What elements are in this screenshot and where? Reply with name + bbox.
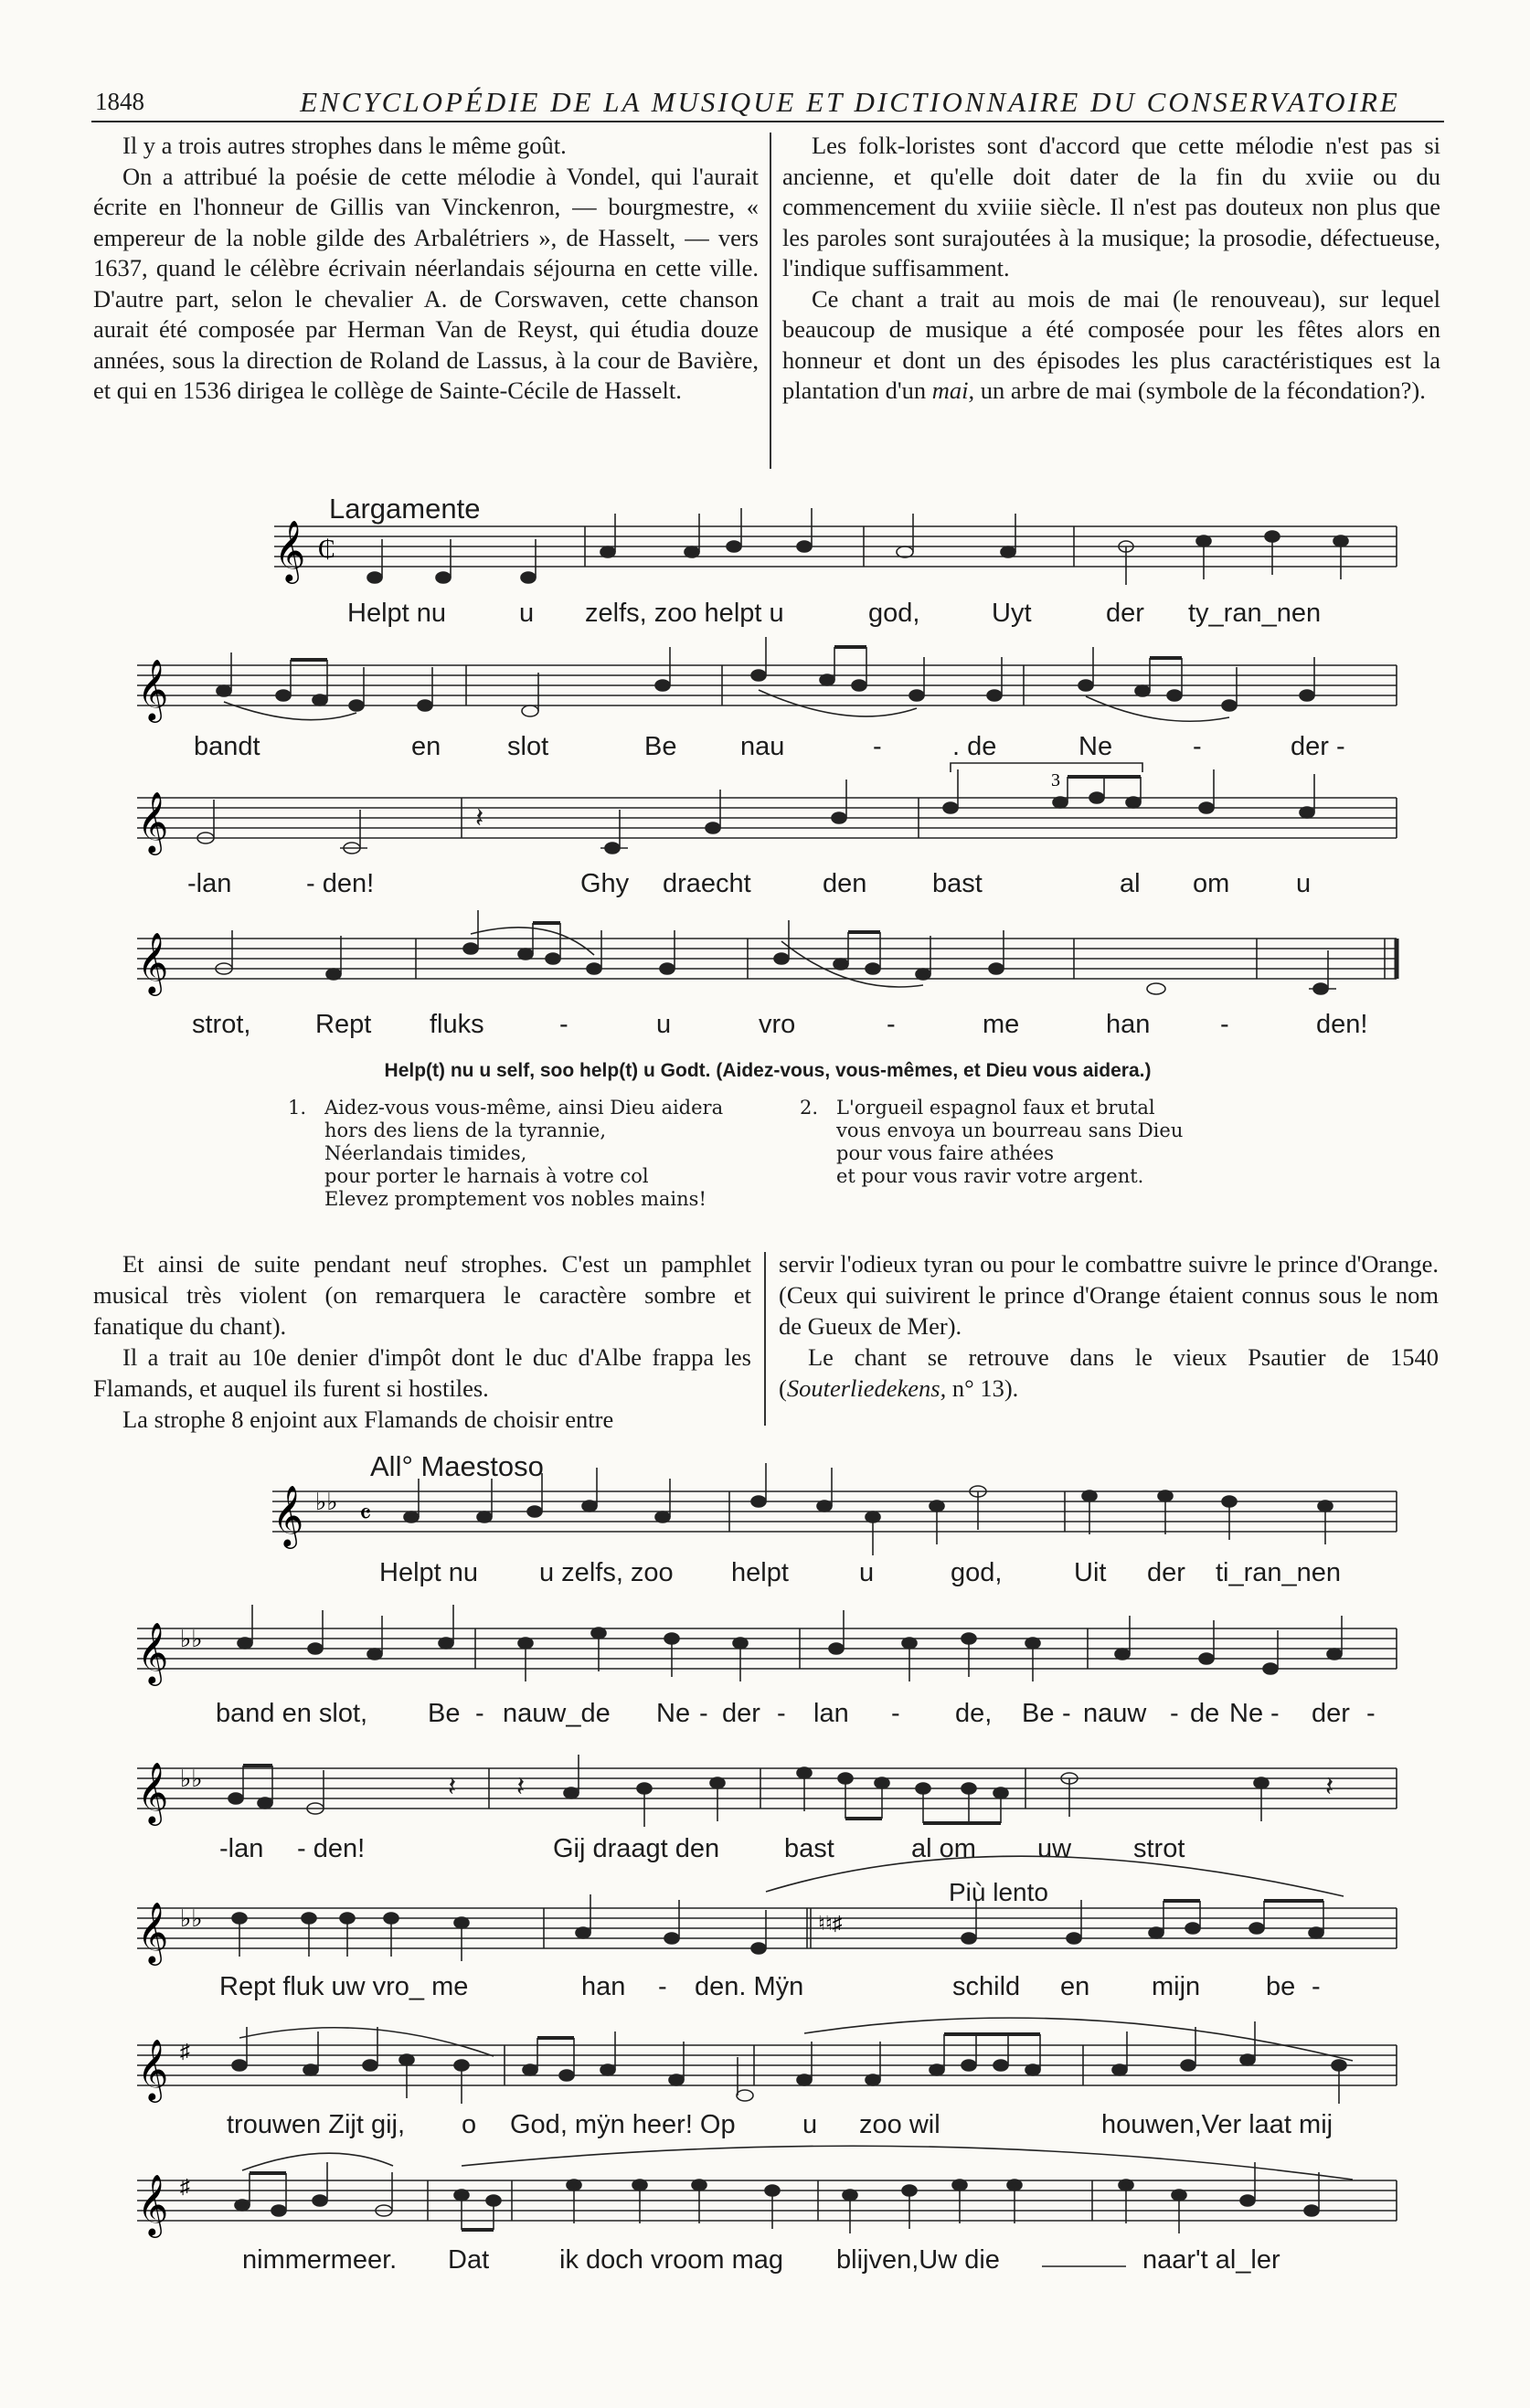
lyric: ti_ran_nen: [1216, 1558, 1342, 1587]
lyric: Be: [644, 732, 677, 761]
staff: [137, 1908, 1397, 1948]
lyric: nau: [740, 732, 785, 761]
page-header: [91, 84, 1444, 122]
column-divider: [764, 1252, 766, 1426]
lyric: ty_ran_nen: [1188, 599, 1322, 628]
lyric: Ne: [1078, 732, 1113, 761]
lyric: -: [891, 1699, 900, 1728]
notes: [197, 769, 1314, 854]
lyric: vro: [759, 1010, 796, 1039]
lyric: strot: [1133, 1834, 1185, 1863]
lyric: -: [559, 1010, 568, 1039]
lyric: Ne: [656, 1699, 691, 1728]
lyrics-line: [187, 869, 1311, 898]
notes: [228, 1755, 1333, 1827]
treble-clef-icon: 𝄞: [137, 1901, 169, 1963]
verse-line: pour porter le harnais à votre col: [324, 1165, 649, 1187]
verse-line: pour vous faire athées: [836, 1142, 1055, 1164]
verse-line: Elevez promptement vos nobles mains!: [324, 1188, 707, 1210]
treble-clef-icon: 𝄞: [137, 658, 169, 720]
lyric: nauw_de: [503, 1699, 611, 1728]
lyric: en: [411, 732, 441, 761]
lyric: -: [475, 1699, 484, 1728]
lyric: -: [1270, 1699, 1280, 1728]
lyric: u zelfs, zoo: [539, 1558, 674, 1587]
lyric: u: [1296, 869, 1312, 898]
top-right-column: [782, 131, 1440, 407]
notes: [238, 1605, 1342, 1681]
lyric: slot: [507, 732, 549, 761]
lyric: al om: [911, 1834, 976, 1863]
lyric: Be: [428, 1699, 461, 1728]
paragraph: servir l'odieux tyran ou pour le combattre suivre le prince d'Orange. (Ceux qui suivirent le prince d'Orange étaient connus sous le nom de Gueux de Mer).: [779, 1250, 1439, 1340]
treble-clef-icon: 𝄞: [137, 931, 169, 993]
text-run: Ce chant a trait au mois de mai (le renouveau), sur lequel beaucoup de musique a été composée pour les fêtes alors en honneur et dont un des épisodes les plus caractéristiques est la plantation d'un: [782, 284, 1440, 404]
paragraph: Il a trait au 10e denier d'impôt dont le duc d'Albe frappa les Flamands, et auquel ils furent si hostiles.: [93, 1343, 751, 1402]
running-title: ENCYCLOPÉDIE DE LA MUSIQUE ET DICTIONNAIRE DU CONSERVATOIRE: [300, 86, 1400, 118]
lyric: Rept fluk uw vro_ me: [219, 1972, 469, 2001]
lyric: der: [1147, 1558, 1185, 1587]
text-run: Le chant se retrouve dans le vieux Psautier de 1540 (: [779, 1343, 1439, 1402]
lyric: Uyt: [992, 599, 1032, 628]
lyric: zoo wil: [859, 2110, 940, 2139]
lyric: der: [722, 1699, 760, 1728]
triplet-bracket: [951, 763, 1142, 772]
lyric: Rept: [315, 1010, 372, 1039]
flat-icon: ♭♭: [180, 1905, 203, 1932]
paragraph: Et ainsi de suite pendant neuf strophes. C'est un pamphlet musical très violent (on remarquera le caractère sombre et fanatique du chant).: [93, 1250, 751, 1340]
lyric: den: [823, 869, 867, 898]
tempo-marking: All° Maestoso: [370, 1450, 544, 1482]
lyric: o: [462, 2110, 477, 2139]
lyric: den. Mÿn: [695, 1972, 804, 2001]
lyric: naar't al_ler: [1142, 2245, 1280, 2275]
staff: [137, 2045, 1397, 2085]
lyric: fluks: [430, 1010, 484, 1039]
lyric: nauw: [1083, 1699, 1147, 1728]
rest-icon: 𝄽: [1325, 1772, 1334, 1802]
mid-right-column: [779, 1248, 1439, 1404]
verse-line: L'orgueil espagnol faux et brutal: [836, 1097, 1155, 1119]
music-score-1: [0, 484, 1530, 1051]
cut-time-icon: ₵: [318, 536, 335, 564]
verse-line: Néerlandais timides,: [324, 1142, 527, 1164]
text-run: un arbre de mai (symbole de la fécondation?).: [974, 377, 1426, 404]
lyric: -: [1312, 1972, 1321, 2001]
slurs: [242, 2146, 1353, 2180]
lyric: -: [1170, 1699, 1179, 1728]
staff: [137, 1768, 1397, 1809]
tempo-marking: Largamente: [329, 493, 481, 525]
tempo-marking: Più lento: [949, 1878, 1048, 1906]
sharp-icon: ♯: [180, 2175, 190, 2198]
lyric: Uit: [1074, 1558, 1107, 1587]
treble-clef-icon: 𝄞: [274, 519, 306, 581]
verse-number: 1.: [288, 1097, 307, 1119]
lyric: strot,: [192, 1010, 251, 1039]
lyric: God, mÿn heer! Op: [510, 2110, 736, 2139]
verse-number: 2.: [800, 1097, 819, 1119]
song-caption: Help(t) nu u self, soo help(t) u Godt. (Aidez-vous, vous-mêmes, et Dieu vous aidera.): [384, 1060, 1152, 1081]
lyric: bast: [932, 869, 983, 898]
lyric: Be: [1022, 1699, 1055, 1728]
lyric: - den!: [297, 1834, 366, 1863]
lyric: houwen,Ver laat mij: [1101, 2110, 1333, 2139]
verse-line: Aidez-vous vous-même, ainsi Dieu aidera: [324, 1097, 724, 1119]
lyric: bandt: [194, 732, 260, 761]
top-left-column: [93, 131, 759, 407]
italic-word: Souterliedekens,: [786, 1374, 947, 1402]
paragraph: Il y a trois autres strophes dans le même goût.: [122, 132, 567, 159]
lyric: de,: [955, 1699, 993, 1728]
lyric: zelfs, zoo helpt u: [585, 599, 784, 628]
lyric: blijven,Uw die: [836, 2245, 1000, 2275]
lyric: Helpt nu: [379, 1558, 479, 1587]
column-divider: [770, 133, 771, 469]
lyric: -: [1062, 1699, 1071, 1728]
lyric: god,: [868, 599, 920, 628]
lyric: god,: [951, 1558, 1003, 1587]
flat-icon: ♭♭: [315, 1489, 338, 1515]
lyric: mijn: [1152, 1972, 1201, 2001]
lyric: me: [983, 1010, 1020, 1039]
lyric: u: [519, 599, 535, 628]
rest-icon: 𝄽: [475, 803, 484, 833]
lyric: der: [1106, 599, 1144, 628]
paragraph: La strophe 8 enjoint aux Flamands de choisir entre: [122, 1406, 614, 1433]
lyric: schild: [952, 1972, 1021, 2001]
mid-left-column: [93, 1248, 751, 1435]
notes: [232, 2021, 1346, 2104]
key-change-icon: ♮♮♯: [818, 1912, 843, 1935]
triplet-number: 3: [1051, 770, 1060, 790]
lyric: -lan: [187, 869, 232, 898]
lyric: -: [1366, 1699, 1376, 1728]
lyric: han: [1106, 1010, 1151, 1039]
notes: [216, 910, 1336, 994]
lyrics-line: [242, 2245, 1280, 2275]
lyrics-line: [219, 1834, 1185, 1863]
lyrics-line: [192, 1010, 1367, 1039]
lyric: u: [656, 1010, 672, 1039]
lyric: en: [1060, 1972, 1090, 2001]
lyric: der: [1312, 1699, 1350, 1728]
rest-icon: 𝄽: [516, 1772, 526, 1802]
lyric: -: [777, 1699, 786, 1728]
lyric: -: [873, 732, 882, 761]
lyric: -: [699, 1699, 708, 1728]
lyric: helpt: [731, 1558, 789, 1587]
treble-clef-icon: 𝄞: [272, 1484, 304, 1546]
lyric: ik doch vroom mag: [559, 2245, 783, 2275]
text-run: n° 13).: [946, 1374, 1019, 1402]
lyric: den!: [1316, 1010, 1368, 1039]
lyric: - den!: [306, 869, 375, 898]
verse-line: hors des liens de la tyrannie,: [324, 1119, 607, 1141]
lyric: u: [802, 2110, 818, 2139]
lyric: -: [1193, 732, 1202, 761]
paragraph: Les folk-loristes sont d'accord que cette mélodie n'est pas si ancienne, et qu'elle doit dater de la fin du xviie ou du commencement du xviiie siècle. Il n'est pas douteux non plus que les paroles sont surajoutées à la musique; la prosodie, défectueuse, l'indique suffisamment.: [782, 132, 1440, 281]
lyric: band en slot,: [216, 1699, 368, 1728]
treble-clef-icon: 𝄞: [137, 2173, 169, 2235]
lyric: -: [658, 1972, 667, 2001]
lyric: han: [581, 1972, 626, 2001]
translation-verse-2: [800, 1097, 1257, 1188]
lyric: Helpt nu: [347, 599, 447, 628]
common-time-icon: 𝄴: [359, 1500, 372, 1530]
lyric: uw: [1037, 1834, 1072, 1863]
flat-icon: ♭♭: [180, 1766, 203, 1792]
translation-verse-1: [288, 1097, 781, 1211]
lyric: Ghy: [580, 869, 630, 898]
paragraph: [779, 1342, 1439, 1404]
lyric: lan: [813, 1699, 849, 1728]
lyrics-line: [194, 732, 1345, 761]
staff: [274, 526, 1397, 567]
rest-icon: 𝄽: [448, 1772, 457, 1802]
lyrics-line: [219, 1972, 1321, 2001]
lyric: trouwen Zijt gij,: [227, 2110, 406, 2139]
treble-clef-icon: 𝄞: [137, 1621, 169, 1683]
verse-line: et pour vous ravir votre argent.: [836, 1165, 1144, 1187]
lyric: Gij draagt den: [553, 1834, 720, 1863]
lyric: al: [1120, 869, 1141, 898]
lyric: om: [1193, 869, 1230, 898]
notes: [235, 2162, 1319, 2233]
lyric: -lan: [219, 1834, 264, 1863]
lyric: -: [1220, 1010, 1229, 1039]
lyric: nimmermeer.: [242, 2245, 398, 2275]
lyric: Ne: [1229, 1699, 1264, 1728]
paragraph: On a attribué la poésie de cette mélodie à Vondel, qui l'aurait écrite en l'honneur de Gillis van Vinckenron, — bourgmestre, « empereur de la noble gilde des Arbalétriers », de Hasselt, — vers 1637, quand le célèbre écrivain néerlandais séjourna en cette ville. D'autre part, selon le chevalier A. de Corswaven, cette chanson aurait été composée par Herman Van de Reyst, qui étudia douze années, sous la direction de Roland de Lassus, à la cour de Bavière, et qui en 1536 dirigea le collège de Sainte-Cécile de Hasselt.: [93, 162, 759, 404]
lyric: u: [859, 1558, 875, 1587]
treble-clef-icon: 𝄞: [137, 2038, 169, 2100]
treble-clef-icon: 𝄞: [137, 1761, 169, 1823]
treble-clef-icon: 𝄞: [137, 790, 169, 853]
lyric: . de: [952, 732, 997, 761]
lyric: bast: [784, 1834, 834, 1863]
lyrics-line: [347, 599, 1321, 628]
lyrics-line: [227, 2110, 1333, 2139]
verse-line: vous envoya un bourreau sans Dieu: [836, 1119, 1184, 1141]
sharp-icon: ♯: [180, 2040, 190, 2063]
lyric: de: [1190, 1699, 1220, 1728]
music-score-2: [0, 1439, 1530, 2353]
lyrics-line: [216, 1699, 1376, 1728]
paragraph: [782, 284, 1440, 407]
lyric: be: [1266, 1972, 1296, 2001]
lyric: -: [887, 1010, 896, 1039]
lyric: draecht: [663, 869, 751, 898]
notes: [217, 637, 1314, 716]
lyrics-line: [379, 1558, 1341, 1587]
lyric: der -: [1291, 732, 1345, 761]
page-number: 1848: [95, 88, 144, 115]
italic-word: mai,: [931, 377, 975, 404]
flat-icon: ♭♭: [180, 1626, 203, 1652]
lyric: Dat: [448, 2245, 490, 2275]
